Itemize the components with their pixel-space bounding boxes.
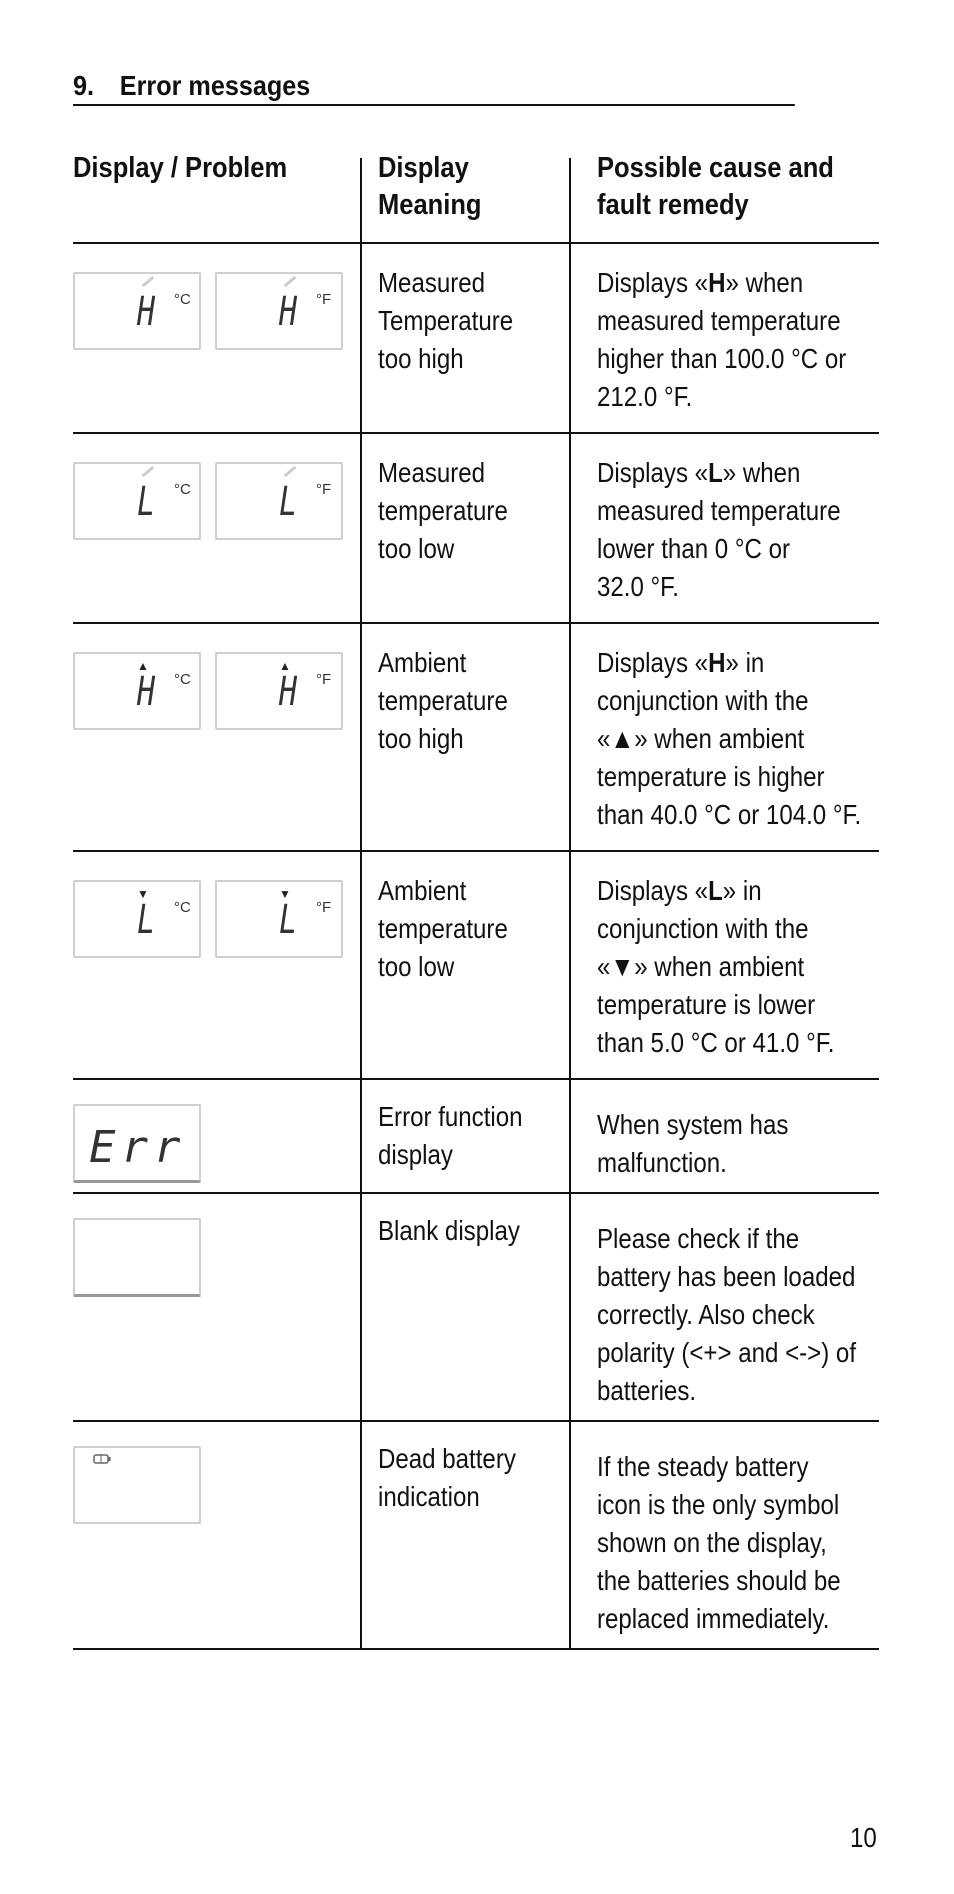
- remedy-line: [597, 644, 861, 682]
- lcd-unit: °F: [316, 291, 332, 308]
- meaning-dead-battery: [378, 1440, 516, 1516]
- remedy-line: than 40.0 °C or 104.0 °F.: [597, 799, 862, 830]
- lcd-unit: °F: [316, 899, 332, 916]
- remedy-line: temperature is lower: [597, 989, 816, 1020]
- meaning-line: too low: [378, 951, 455, 982]
- meaning-line: Measured: [378, 457, 486, 488]
- remedy-line: If the steady battery: [597, 1451, 809, 1482]
- row-divider: [73, 242, 879, 244]
- remedy-line: replaced immediately.: [597, 1603, 830, 1634]
- meaning-line: temperature: [378, 495, 508, 526]
- lcd-glyph: L: [279, 897, 298, 943]
- triangle-down-icon: ▼: [279, 887, 291, 901]
- lcd-measured-low-fahrenheit: [215, 462, 343, 540]
- remedy-line: 212.0 °F.: [597, 381, 693, 412]
- lcd-unit: °C: [174, 481, 191, 498]
- lcd-glyph: L: [279, 479, 298, 525]
- remedy-line: than 5.0 °C or 41.0 °F.: [597, 1027, 835, 1058]
- remedy-line: [597, 454, 841, 492]
- meaning-line: Dead battery: [378, 1443, 516, 1474]
- meaning-line: Measured: [378, 267, 486, 298]
- lcd-glyph: H: [137, 289, 156, 335]
- meaning-line: temperature: [378, 913, 508, 944]
- thermometer-icon: [284, 276, 297, 287]
- remedy-line: «▼» when ambient: [597, 951, 805, 982]
- remedy-text: » when: [725, 267, 804, 298]
- column-divider-1: [360, 158, 362, 1650]
- row-divider: [73, 1192, 879, 1194]
- row-divider: [73, 1078, 879, 1080]
- meaning-line: Ambient: [378, 647, 467, 678]
- remedy-line: correctly. Also check: [597, 1299, 815, 1330]
- remedy-line: measured temperature: [597, 305, 841, 336]
- meaning-measured-low: [378, 454, 508, 568]
- section-heading: [73, 68, 795, 106]
- remedy-line: temperature is higher: [597, 761, 825, 792]
- meaning-line: too high: [378, 723, 464, 754]
- page-number: 10: [850, 1822, 877, 1853]
- remedy-line: conjunction with the: [597, 913, 809, 944]
- lcd-unit: °F: [316, 671, 332, 688]
- meaning-line: Temperature: [378, 305, 514, 336]
- remedy-error-function: [597, 1106, 788, 1182]
- remedy-symbol: L: [708, 875, 723, 906]
- meaning-line: Blank display: [378, 1215, 520, 1246]
- lcd-ambient-low-celsius: [73, 880, 201, 958]
- thermometer-icon: [142, 466, 155, 477]
- meaning-line: indication: [378, 1481, 480, 1512]
- lcd-ambient-high-celsius: [73, 652, 201, 730]
- lcd-dead-battery: [73, 1446, 201, 1524]
- section-title: Error messages: [119, 70, 311, 101]
- meaning-ambient-low: [378, 872, 508, 986]
- lcd-glyph: L: [137, 479, 156, 525]
- lcd-glyph: L: [137, 897, 156, 943]
- row-divider: [73, 622, 879, 624]
- lcd-ambient-high-fahrenheit: [215, 652, 343, 730]
- remedy-text: Displays «: [597, 267, 709, 298]
- lcd-unit: °C: [174, 671, 191, 688]
- meaning-line: too high: [378, 343, 464, 374]
- battery-icon: [93, 1454, 111, 1466]
- meaning-line: display: [378, 1139, 453, 1170]
- section-number: 9.: [73, 70, 95, 101]
- remedy-text: » when: [722, 457, 801, 488]
- lcd-blank: [73, 1218, 201, 1297]
- header-display-meaning: [378, 150, 482, 224]
- battery-icon-graphic: [93, 1454, 111, 1464]
- remedy-line: «▲» when ambient: [597, 723, 805, 754]
- header-line: fault remedy: [597, 189, 749, 221]
- lcd-glyph: H: [137, 669, 156, 715]
- remedy-line: conjunction with the: [597, 685, 809, 716]
- meaning-line: Error function: [378, 1101, 523, 1132]
- remedy-line: When system has: [597, 1109, 789, 1140]
- lcd-error-glyph: Err: [89, 1122, 187, 1173]
- triangle-down-icon: ▼: [137, 887, 149, 901]
- meaning-line: too low: [378, 533, 455, 564]
- lcd-unit: °C: [174, 291, 191, 308]
- header-cause-remedy: [597, 150, 834, 224]
- remedy-text: Displays «: [597, 647, 709, 678]
- remedy-ambient-high: [597, 644, 861, 834]
- remedy-symbol: H: [708, 267, 726, 298]
- thermometer-icon: [284, 466, 297, 477]
- table-bottom-border: [73, 1648, 879, 1650]
- lcd-unit: °F: [316, 481, 332, 498]
- remedy-dead-battery: [597, 1448, 841, 1638]
- row-divider: [73, 1420, 879, 1422]
- remedy-line: battery has been loaded: [597, 1261, 856, 1292]
- meaning-line: Ambient: [378, 875, 467, 906]
- header-line: Meaning: [378, 189, 482, 221]
- column-divider-2: [569, 158, 571, 1650]
- row-divider: [73, 850, 879, 852]
- remedy-line: polarity (<+> and <->) of: [597, 1337, 857, 1368]
- remedy-text: » in: [722, 875, 762, 906]
- lcd-unit: °C: [174, 899, 191, 916]
- lcd-glyph: H: [279, 669, 298, 715]
- remedy-line: lower than 0 °C or: [597, 533, 791, 564]
- meaning-blank-display: [378, 1212, 520, 1250]
- meaning-ambient-high: [378, 644, 508, 758]
- remedy-line: shown on the display,: [597, 1527, 827, 1558]
- header-line: Display: [378, 152, 469, 184]
- remedy-line: higher than 100.0 °C or: [597, 343, 847, 374]
- remedy-line: measured temperature: [597, 495, 841, 526]
- remedy-measured-low: [597, 454, 841, 606]
- meaning-measured-high: [378, 264, 513, 378]
- header-line: Possible cause and: [597, 152, 834, 184]
- remedy-text: Displays «: [597, 457, 709, 488]
- remedy-line: icon is the only symbol: [597, 1489, 840, 1520]
- remedy-measured-high: [597, 264, 846, 416]
- remedy-line: [597, 872, 834, 910]
- remedy-line: 32.0 °F.: [597, 571, 679, 602]
- meaning-line: temperature: [378, 685, 508, 716]
- remedy-text: Displays «: [597, 875, 709, 906]
- meaning-error-function: [378, 1098, 523, 1174]
- remedy-symbol: H: [708, 647, 726, 678]
- triangle-up-icon: ▲: [137, 659, 149, 673]
- thermometer-icon: [142, 276, 155, 287]
- remedy-line: Please check if the: [597, 1223, 800, 1254]
- remedy-line: the batteries should be: [597, 1565, 841, 1596]
- row-divider: [73, 432, 879, 434]
- lcd-measured-high-fahrenheit: [215, 272, 343, 350]
- remedy-line: [597, 264, 846, 302]
- remedy-line: malfunction.: [597, 1147, 727, 1178]
- triangle-up-icon: ▲: [279, 659, 291, 673]
- lcd-error: [73, 1104, 201, 1183]
- remedy-blank-display: [597, 1220, 856, 1410]
- header-display-problem: Display / Problem: [73, 152, 288, 184]
- lcd-glyph: H: [279, 289, 298, 335]
- remedy-line: batteries.: [597, 1375, 697, 1406]
- remedy-ambient-low: [597, 872, 834, 1062]
- lcd-measured-low-celsius: [73, 462, 201, 540]
- lcd-measured-high-celsius: [73, 272, 201, 350]
- lcd-ambient-low-fahrenheit: [215, 880, 343, 958]
- remedy-symbol: L: [708, 457, 723, 488]
- remedy-text: » in: [725, 647, 765, 678]
